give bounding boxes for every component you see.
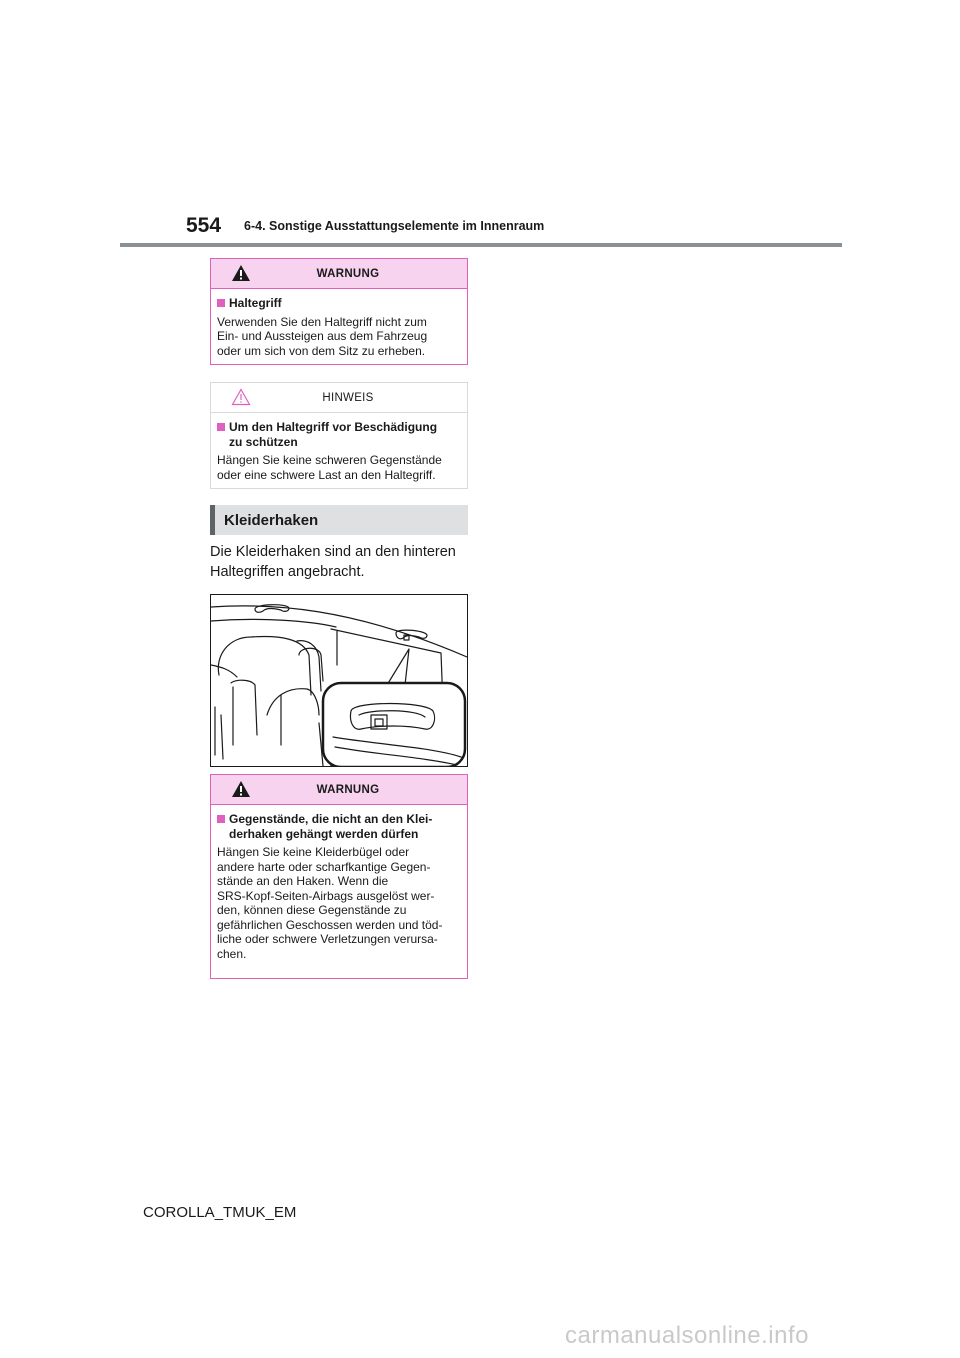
warning-item-title: Haltegriff — [217, 296, 461, 311]
notice-box-header — [211, 383, 467, 413]
warning-item-text: Verwenden Sie den Haltegriff nicht zum Ein- und Aussteigen aus dem Fahrzeug oder um sich von dem Sitz zu erheben. — [217, 314, 428, 358]
notice-item-title: Um den Haltegriff vor Beschädigung zu schützen — [217, 420, 461, 449]
section-paragraph: Die Kleiderhaken sind an den hinteren Haltegriffen angebracht. — [210, 544, 456, 580]
page-number: 554 — [186, 214, 222, 237]
warning-item-title: Gegenstände, die nicht an den Klei- derhaken gehängt werden dürfen — [217, 812, 461, 841]
car-interior-line-drawing — [211, 595, 467, 766]
warning-label: WARNUNG — [316, 267, 380, 280]
notice-item-text: Hängen Sie keine schweren Gegenstände oder eine schwere Last an den Haltegriff. — [217, 453, 442, 482]
warning-label: WARNUNG — [316, 783, 380, 796]
square-bullet-icon — [217, 423, 225, 431]
watermark: carmanualsonline.info — [565, 1322, 809, 1349]
square-bullet-icon — [217, 815, 225, 823]
notice-box-haltegriff — [210, 382, 468, 489]
warning-triangle-icon — [231, 264, 251, 282]
coat-hook-illustration — [210, 594, 468, 767]
warning-box-kleiderhaken — [210, 774, 468, 979]
square-bullet-icon — [217, 299, 225, 307]
header-rule — [120, 243, 842, 247]
warning-triangle-icon — [231, 780, 251, 798]
section-heading-kleiderhaken: Kleiderhaken — [210, 505, 468, 535]
footer-model-code: COROLLA_TMUK_EM — [143, 1204, 297, 1221]
warning-item-text: Hängen Sie keine Kleiderbügel oder andere harte oder scharfkantige Gegen- stände an den Haken. Wenn die SRS-Kopf-Seiten-Airbags ausgelöst wer- den, können diese Gegenstände zu gefährlichen Geschossen werden und töd- liche oder schwere Verletzungen verursa- chen. — [217, 845, 443, 961]
section-title: 6-4. Sonstige Ausstattungselemente im Innenraum — [244, 219, 545, 233]
warning-box-haltegriff — [210, 258, 468, 365]
caution-triangle-outline-icon — [231, 388, 251, 406]
notice-label: HINWEIS — [322, 391, 374, 404]
warning-box-header — [211, 259, 467, 289]
warning-box-header — [211, 775, 467, 805]
